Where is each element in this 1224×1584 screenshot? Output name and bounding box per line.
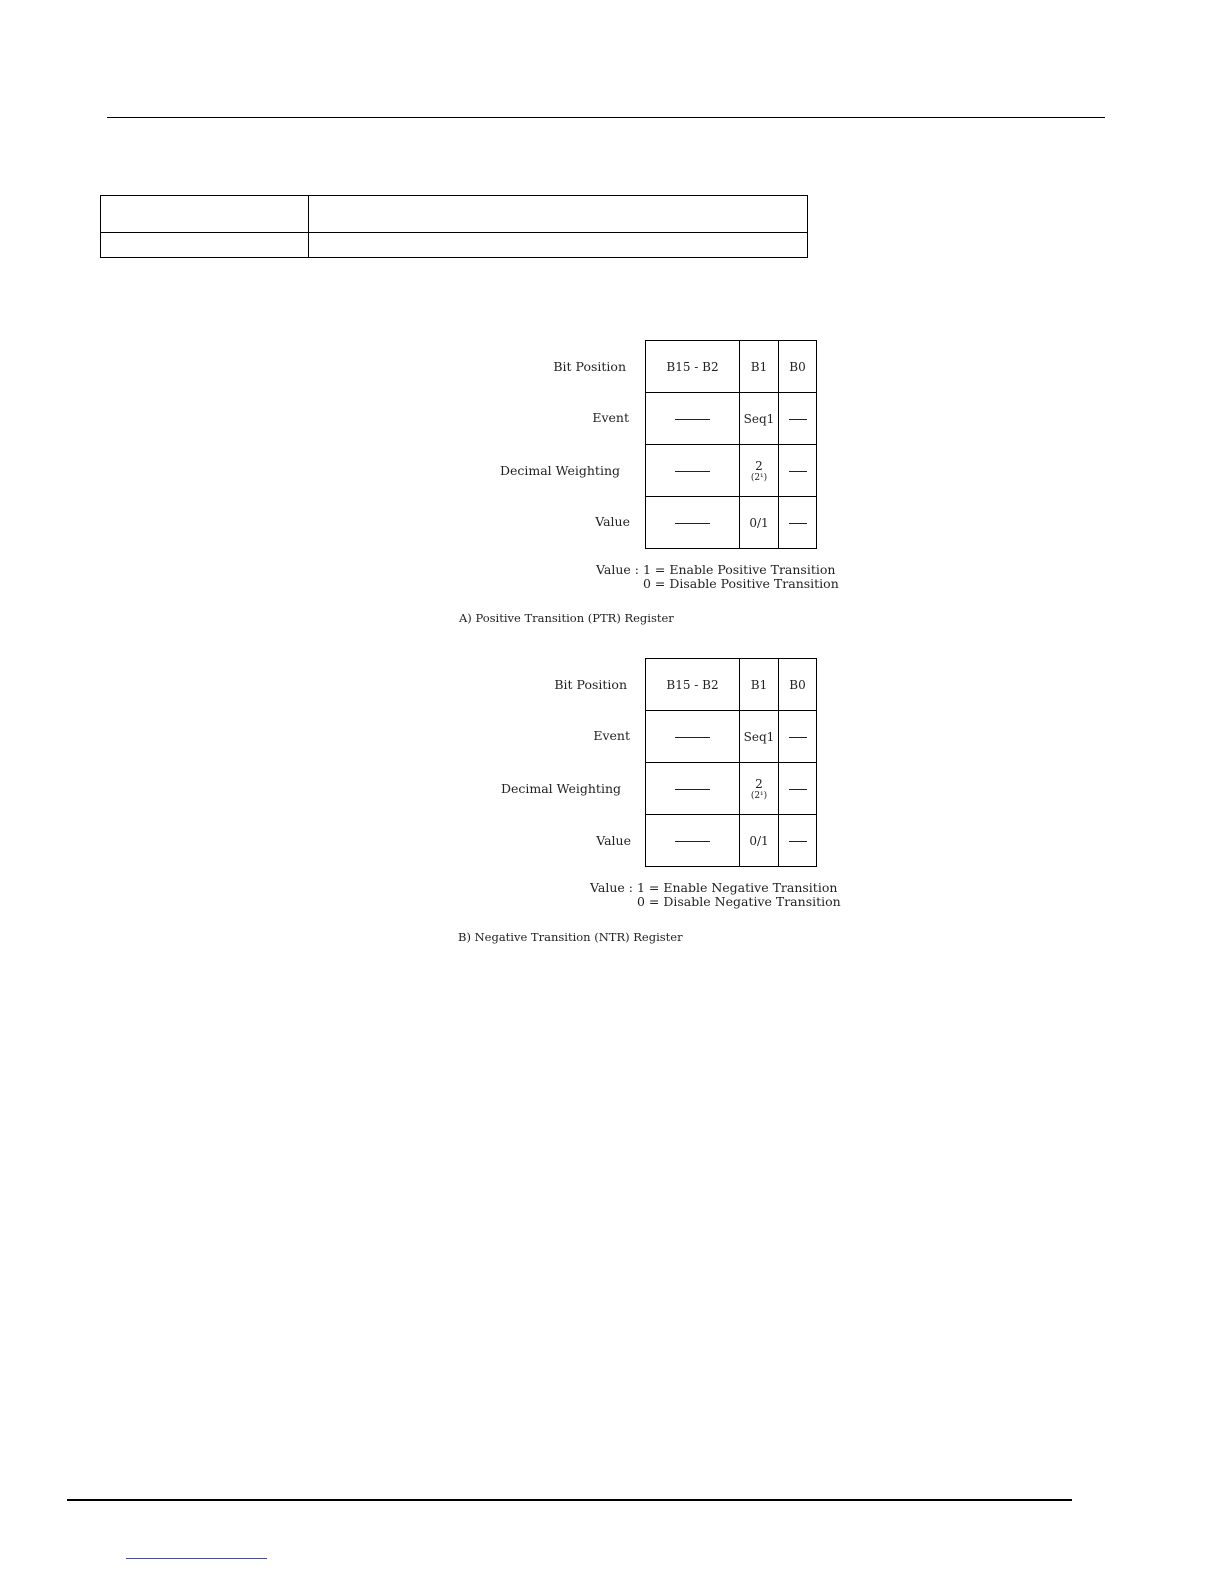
dash-mark: [789, 523, 807, 524]
info-table: [100, 195, 808, 258]
table-cell: [101, 233, 309, 258]
ntr-legend-line-2: 0 = Disable Negative Transition: [637, 894, 841, 909]
dash-mark: [675, 471, 710, 472]
ntr-label-event: Event: [593, 728, 630, 743]
table-cell: [646, 711, 740, 763]
dash-mark: [675, 419, 710, 420]
table-row: [646, 815, 817, 867]
table-cell: [779, 815, 817, 867]
weight-value: 2: [755, 458, 763, 473]
table-cell: [779, 763, 817, 815]
ptr-label-event: Event: [592, 410, 629, 425]
table-row: [646, 393, 817, 445]
header-cell-b15-b2: B15 - B2: [646, 659, 740, 711]
dash-mark: [789, 471, 807, 472]
dash-mark: [675, 737, 710, 738]
table-cell: [779, 711, 817, 763]
header-cell-b0: B0: [779, 341, 817, 393]
ntr-label-bit-position: Bit Position: [554, 677, 627, 692]
ntr-label-decimal-weighting: Decimal Weighting: [500, 781, 621, 796]
table-cell: [646, 763, 740, 815]
table-cell: [309, 233, 808, 258]
table-row: [101, 196, 808, 233]
table-row: [646, 341, 817, 393]
ptr-register-table: [645, 340, 817, 549]
ptr-label-bit-position: Bit Position: [553, 359, 626, 374]
table-cell: [779, 393, 817, 445]
table-row: [646, 445, 817, 497]
dash-mark: [675, 523, 710, 524]
dash-mark: [675, 789, 710, 790]
header-cell-b15-b2: B15 - B2: [646, 341, 740, 393]
table-cell: [309, 196, 808, 233]
header-cell-b1: B1: [740, 659, 779, 711]
legend-line-1: 1 = Enable Positive Transition: [642, 562, 836, 577]
table-cell: [101, 196, 309, 233]
legend-prefix: Value :: [596, 562, 639, 577]
footer-rule: [67, 1499, 1072, 1501]
weight-exponent: (2¹): [750, 472, 768, 483]
value-cell-b1: 0/1: [740, 815, 779, 867]
event-cell-b1: Seq1: [740, 393, 779, 445]
event-cell-b1: Seq1: [740, 711, 779, 763]
value-cell-b1: 0/1: [740, 497, 779, 549]
table-cell: [646, 815, 740, 867]
ptr-caption: A) Positive Transition (PTR) Register: [459, 611, 674, 625]
table-cell: [646, 445, 740, 497]
legend-prefix: Value :: [590, 880, 633, 895]
table-cell: [646, 497, 740, 549]
table-row: [646, 497, 817, 549]
table-cell: [779, 497, 817, 549]
header-rule: [107, 117, 1105, 118]
weight-exponent: (2¹): [750, 790, 768, 801]
dash-mark: [789, 737, 807, 738]
weight-cell-b1: [740, 763, 779, 815]
header-cell-b0: B0: [779, 659, 817, 711]
footer-link-underline[interactable]: [126, 1558, 267, 1559]
weight-cell-b1: [740, 445, 779, 497]
ptr-legend-line-2: 0 = Disable Positive Transition: [643, 576, 839, 591]
table-cell: [779, 445, 817, 497]
ntr-register-table: [645, 658, 817, 867]
dash-mark: [789, 419, 807, 420]
weight-value: 2: [755, 776, 763, 791]
legend-line-1: 1 = Enable Negative Transition: [636, 880, 838, 895]
ntr-label-value: Value: [596, 833, 631, 848]
table-cell: [646, 393, 740, 445]
table-row: [646, 763, 817, 815]
dash-mark: [675, 841, 710, 842]
table-row: [646, 659, 817, 711]
ntr-caption: B) Negative Transition (NTR) Register: [458, 930, 683, 944]
dash-mark: [789, 841, 807, 842]
table-row: [101, 233, 808, 258]
ptr-label-decimal-weighting: Decimal Weighting: [499, 463, 620, 478]
dash-mark: [789, 789, 807, 790]
table-row: [646, 711, 817, 763]
header-cell-b1: B1: [740, 341, 779, 393]
ptr-label-value: Value: [595, 514, 630, 529]
